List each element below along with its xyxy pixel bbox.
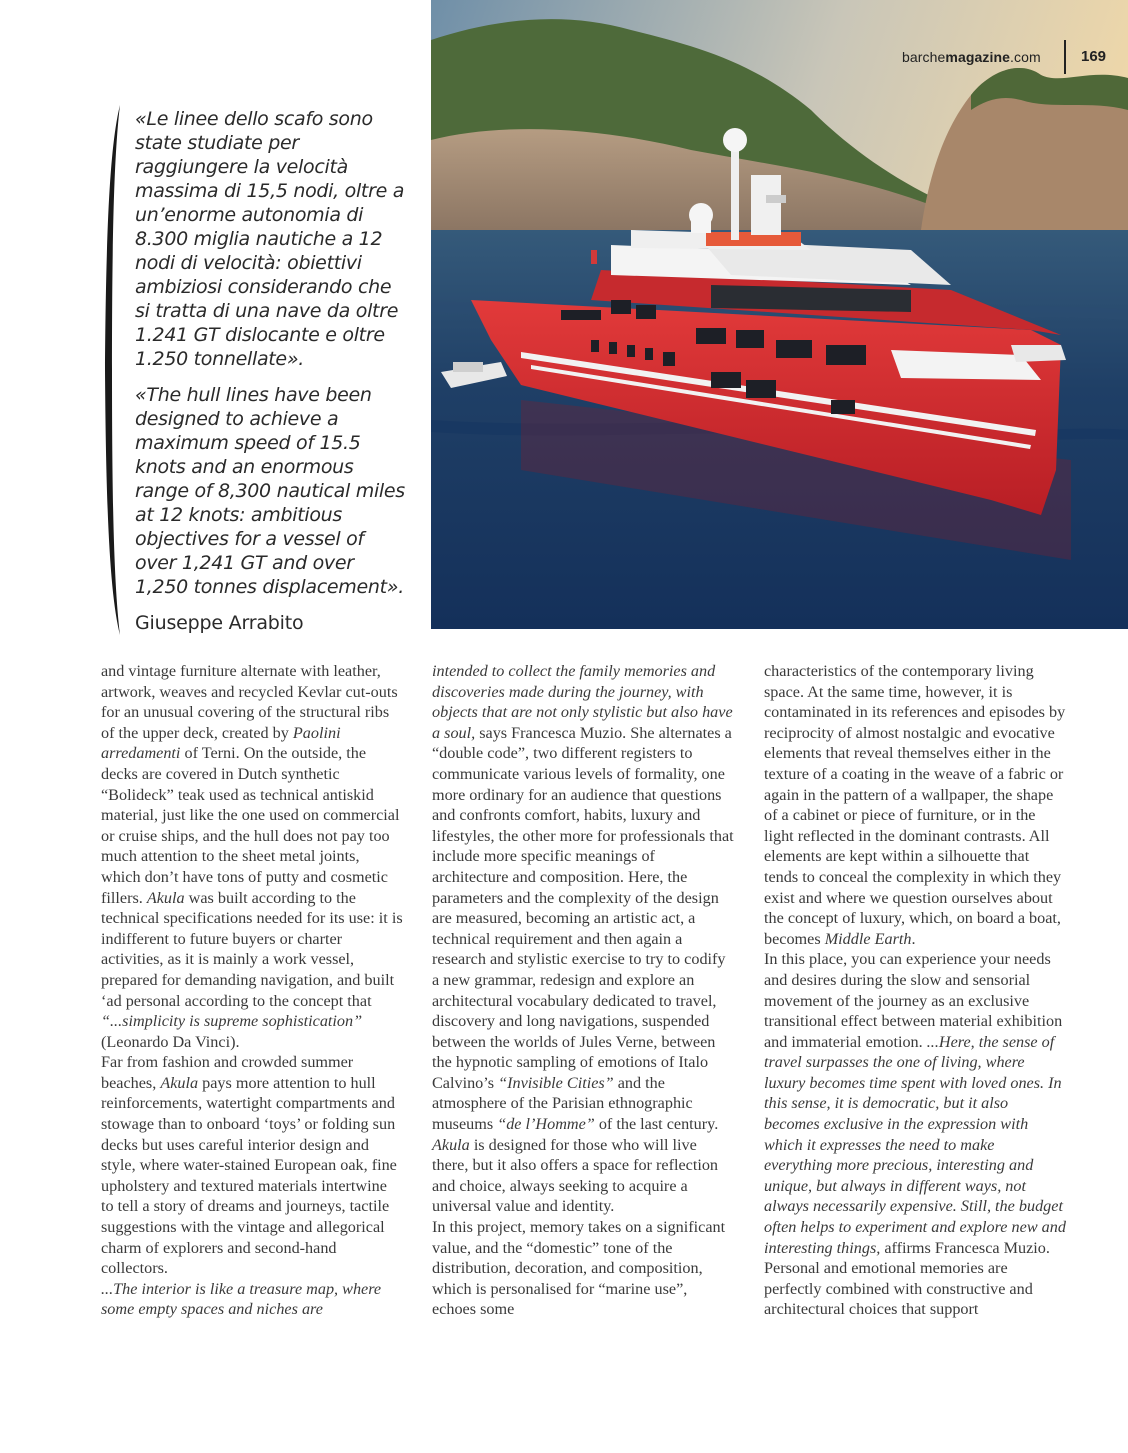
text-run: Far from fashion and crowded summer beaches, xyxy=(101,1053,354,1092)
italic-run: “...simplicity is supreme sophistication” xyxy=(101,1012,363,1031)
pull-quote-italian: «Le linee dello scafo sono state studiate per raggiungere la velocità massima di 15,5 nodi, oltre a un’enorme autonomia di 8.300 miglia nautiche a 12 nodi di velocità: obiettivi ambiziosi considerando che si tratta di una nave da oltre 1.241 GT dislocante e oltre 1.250 tonnellate». xyxy=(135,108,405,370)
body-paragraph xyxy=(101,661,403,1052)
text-column-3 xyxy=(764,661,1066,1320)
italic-run: Akula xyxy=(432,1135,470,1154)
text-run: says Francesca Muzio. She alternates a “double code”, two different registers to communicate various levels of formality, one more ordinary for an audience that questions and confronts comfort, habits, luxury and lifestyles, the other more for professionals that include more specific meanings of architecture and composition. Here, the parameters and the complexity of the design are measured, becoming an artistic act, a technical requirement and then again a research and stylistic exercise to try to codify a new grammar, redesign and explore an architectural vocabulary dedicated to travel, discovery and long navigations, suspended between the worlds of Jules Verne, between the hypnotic sampling of emotions of Italo Calvino’s xyxy=(432,723,734,1092)
italic-run: Paolini arredamenti xyxy=(101,723,341,763)
text-run: pays more attention to hull reinforcements, watertight compartments and stowage than to onboard ‘toys’ or folding sun decks but uses careful interior design and style, where water-stained European oak, fine upholstery and textured materials intertwine to tell a story of dreams and journeys, tactile suggestions with the vintage and allegorical charm of explorers and second-hand collectors. xyxy=(101,1073,397,1278)
body-paragraph xyxy=(764,661,1066,949)
body-paragraph xyxy=(101,1279,403,1320)
body-paragraph xyxy=(764,1258,1066,1320)
text-run: In this place, you can experience your needs and desires during the slow and sensorial movement of the journey as an exclusive transitional effect between material exhibition and immaterial emotion. xyxy=(764,950,1063,1051)
text-run: of the last century. xyxy=(594,1115,719,1134)
text-run: Personal and emotional memories are perfectly combined with constructive and architectural choices that support xyxy=(764,1259,1033,1319)
italic-run: “Invisible Cities” xyxy=(498,1073,614,1092)
text-run: is designed for those who will live there, but it also offers a space for reflection and choice, always seeking to acquire a universal value and identity. xyxy=(432,1135,719,1216)
italic-run: Akula xyxy=(160,1073,199,1092)
body-paragraph xyxy=(764,949,1066,1258)
site-url-prefix: barche xyxy=(902,49,946,65)
body-paragraph xyxy=(432,1217,734,1320)
yacht-photo xyxy=(431,0,1128,629)
text-run: was built according to the technical specifications needed for its use: it is indifferent to future buyers or charter activities, as it is mainly a work vessel, prepared for demanding navigation, and built ‘ad personal according to the concept that xyxy=(101,888,403,1010)
header-divider xyxy=(1064,40,1066,74)
text-run: (Leonardo Da Vinci). xyxy=(101,1032,240,1051)
body-paragraph xyxy=(432,661,734,1217)
italic-run: ...Here, the sense of travel surpasses the one of living, where luxury becomes time spent with loved ones. In this sense, it is democratic, but it also becomes exclusive in the expression with which it expresses the need to make everything more precious, interesting and unique, but always in different ways, not always necessarily expensive. Still, the budget often helps to experiment and explore new and interesting things, xyxy=(764,1032,1066,1257)
page-number: 169 xyxy=(1081,48,1107,65)
text-run: and vintage furniture alternate with leather, artwork, weaves and recycled Kevlar cut-outs for an unusual covering of the structural ribs of the upper deck, created by xyxy=(101,662,398,742)
text-run: of Terni. On the outside, the decks are covered in Dutch synthetic “Bolideck” teak used as technical antiskid material, just like the one used on commercial or cruise ships, and the hull does not pay too much attention to the sheet metal joints, which don’t have tons of putty and cosmetic fillers. xyxy=(101,744,400,907)
italic-run: Middle Earth xyxy=(824,929,912,948)
text-run: characteristics of the contemporary living space. At the same time, however, it is contaminated in its references and episodes by reciprocity of almost nostalgic and evocative elements that reveal themselves either in the texture of a coating in the weave of a fabric or again in the pattern of a wallpaper, the shape of a cabinet or piece of furniture, or in the light reflected in the dominant contrasts. All elements are kept within a silhouette that tends to conceal the complexity in which they exist and where we question ourselves about the concept of luxury, which, on board a boat, becomes xyxy=(764,662,1066,948)
site-url-suffix: .com xyxy=(1010,49,1041,65)
italic-run: “de l’Homme” xyxy=(497,1115,595,1134)
site-url[interactable] xyxy=(902,49,1041,65)
text-column-2 xyxy=(432,661,734,1320)
site-url-bold: magazine xyxy=(945,49,1011,65)
pull-quote-english: «The hull lines have been designed to achieve a maximum speed of 15.5 knots and an enormous range of 8,300 nautical miles at 12 knots: ambitious objectives for a vessel of over 1,241 GT and over 1,250 tonnes displacement». xyxy=(135,384,405,598)
text-run: . xyxy=(911,929,916,948)
text-run: In this project, memory takes on a significant value, and the “domestic” tone of the distribution, decoration, and composition, which is personalised for “marine use”, echoes some xyxy=(432,1218,726,1319)
text-run: and the atmosphere of the Parisian ethnographic museums xyxy=(432,1073,693,1134)
body-paragraph xyxy=(101,1052,403,1279)
text-column-1 xyxy=(101,661,403,1320)
quote-author: Giuseppe Arrabito xyxy=(135,612,304,634)
quote-bracket xyxy=(100,105,140,635)
text-run: affirms Francesca Muzio. xyxy=(880,1238,1050,1257)
italic-run: ...The interior is like a treasure map, where some empty spaces and niches are xyxy=(101,1279,382,1319)
italic-run: Akula xyxy=(146,888,185,907)
italic-run: intended to collect the family memories and discoveries made during the journey, with objects that are not only stylistic but also have a soul, xyxy=(432,662,733,742)
